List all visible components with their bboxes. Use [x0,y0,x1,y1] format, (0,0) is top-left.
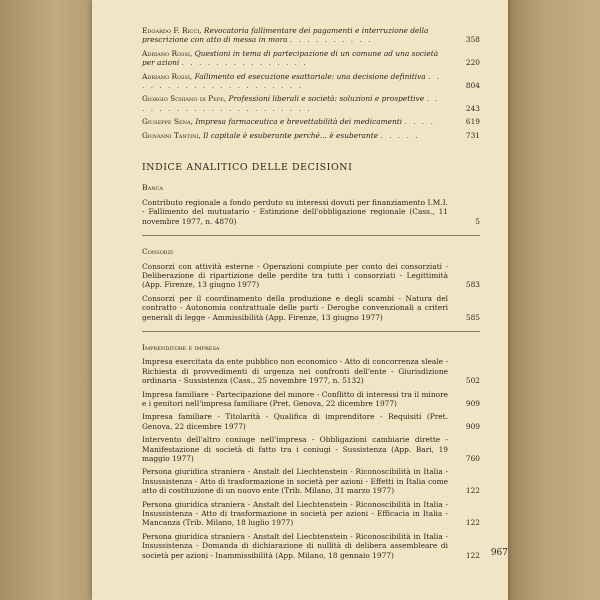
index-entry-text: Intervento dell'altro coniuge nell'impresa - Obbligazioni cambiarie dirette - Manifestazione di società di fatto tra i coniugi - Sussistenza (App. Bari, 19 maggio 1977) [142,435,448,463]
index-entry-text: Consorzi con attività esterne - Operazioni compiute per conto dei consorziati - Deliberazione di ripartizione delle perdite tra tutti i consorziati - Legittimità (App. Firenze, 13 giugno 1977) [142,261,448,290]
page-number: 967 [490,548,508,558]
page-content [142,26,480,564]
index-entry-text: Impresa familiare - Titolarità - Qualifica di imprenditore - Requisiti (Pret. Genova, 22 dicembre 1977) [142,412,448,431]
index-entry-page: 909 [465,421,480,431]
index-entry-text: Persona giuridica straniera - Anstalt del Liechtenstein - Riconoscibilità in Italia - Insussistenza - Atto di trasformazione in società per azioni - Efficacia in Italia - Mancanza (Trib. Milano, 18 luglio 1977) [142,499,448,528]
toc-title: Il capitale è esuberante perché... è esuberante [203,130,379,140]
toc-author: Adriano Rossi, [142,71,193,81]
toc-author: Giorgio Schiano di Pepe, [142,94,227,104]
index-entry-page: 585 [465,312,480,322]
index-entry [142,412,480,431]
toc-page-number: 358 [465,35,480,45]
section-divider [142,331,480,332]
toc-page-number: 804 [465,81,480,91]
toc-entry: Edoardo F. Ricci, Revocatoria fallimentare dei pagamenti e interruzione della prescrizione con atto di messa in mora . . . . . . . . . . 358 [142,26,480,45]
toc-title: Revocatoria fallimentare dei pagamenti e interruzione della prescrizione con atto di messa in mora [142,26,429,45]
book-right-edge [508,0,600,600]
toc-title: Professioni liberali e società: soluzioni e prospettive [228,94,425,104]
index-entry [142,198,480,226]
toc-title: Questioni in tema di partecipazione di un comune ad una società per azioni [142,48,439,68]
toc-page-number: 619 [465,117,480,127]
toc-entry: Giorgio Schiano di Pepe, Professioni liberali e società: soluzioni e prospettive . . . . . . . . . . . . . . . . . . . . . . 243 [142,94,480,113]
index-entry [142,500,480,528]
toc-entry: Adriano Rossi, Fallimento ed esecuzione esattoriale: una decisione definitiva . . . . . . . . . . . . . . . . . . . . . 804 [142,71,480,91]
section-heading: Banca [142,183,164,193]
index-entry-page: 909 [465,398,480,408]
index-entry-text: Consorzi per il coordinamento della produzione e degli scambi - Natura del contratto - Autonomia contrattuale delle parti - Deroghe convenzionali a criteri generali di legge - Ammissibilità (App. Firenze, 13 giugno 1977) [142,293,448,322]
toc-page-number: 243 [465,103,480,113]
index-heading: INDICE ANALITICO DELLE DECISIONI [142,162,353,174]
toc-author: Giuseppe Sena, [142,117,193,127]
book-page [92,0,508,600]
toc-entry: Adriano Rossi, Questioni in tema di partecipazione di un comune ad una società per azioni . . . . . . . . . . . . . . . 220 [142,48,480,68]
index-entry [142,435,480,463]
toc-entry: Giovanni Tantini, Il capitale è esuberante perché... è esuberante . . . . . 731 [142,130,480,140]
index-entry [142,262,480,290]
index-entry-page: 122 [465,518,480,528]
toc-list [142,26,480,140]
index-entry-text: Persona giuridica straniera - Anstalt del Liechtenstein - Riconoscibilità in Italia - Insussistenza - Domanda di dichiarazione di nullità di delibera assembleare di società per azioni - Inammissibilità (App. Milano, 18 gennaio 1977) [142,531,448,560]
index-entry-page: 122 [465,486,480,496]
toc-title: Impresa farmaceutica e brevettabilità dei medicamenti [195,117,403,127]
index-entry-text: Impresa esercitata da ente pubblico non economico - Atto di concorrenza sleale - Richiesta di provvedimenti di urgenza nei confronti dell'ente - Giurisdizione ordinaria - Sussistenza (Cass., 25 novembre 1977, n. 5132) [142,357,448,386]
index-entry-page: 502 [465,376,480,386]
toc-author: Edoardo F. Ricci, [142,26,202,35]
index-entry [142,467,480,495]
toc-author: Giovanni Tantini, [142,130,201,140]
index-entry-page: 122 [465,550,480,560]
index-entry-text: Impresa familiare - Partecipazione del minore - Conflitto di interessi tra il minore e i genitori nell'impresa familiare (Pret. Genova, 22 dicembre 1977) [142,389,448,408]
index-entry [142,390,480,409]
toc-page-number: 220 [465,58,480,68]
toc-title: Fallimento ed esecuzione esattoriale: una decisione definitiva [194,71,426,81]
index-entry-text: Persona giuridica straniera - Anstalt del Liechtenstein - Riconoscibilità in Italia - Insussistenza - Atto di trasformazione in società per azioni - Effetti in Italia come atto di costituzione di un nuovo ente (Trib. Milano, 31 marzo 1977) [142,467,448,496]
book-spine-shadow [0,0,92,600]
index-entry-page: 760 [465,454,480,463]
index-entry [142,294,480,322]
index-entry-page: 5 [475,216,480,226]
index-entry [142,357,480,385]
section-heading: Imprenditore e impresa [142,342,220,352]
index-entry-text: Contributo regionale a fondo perduto su interessi dovuti per finanziamento I.M.I. - Fallimento del mutuatario - Estinzione dell'obbligazione regionale (Cass., 11 novembre 1977, n. 4870) [142,197,448,226]
toc-entry: Giuseppe Sena, Impresa farmaceutica e brevettabilità dei medicamenti . . . . 619 [142,117,480,127]
section-heading: Consorzi [142,247,174,257]
toc-page-number: 731 [465,130,480,140]
index-entry-page: 583 [465,280,480,290]
toc-author: Adriano Rossi, [142,48,193,58]
section-divider [142,235,480,236]
index-entry [142,532,480,560]
